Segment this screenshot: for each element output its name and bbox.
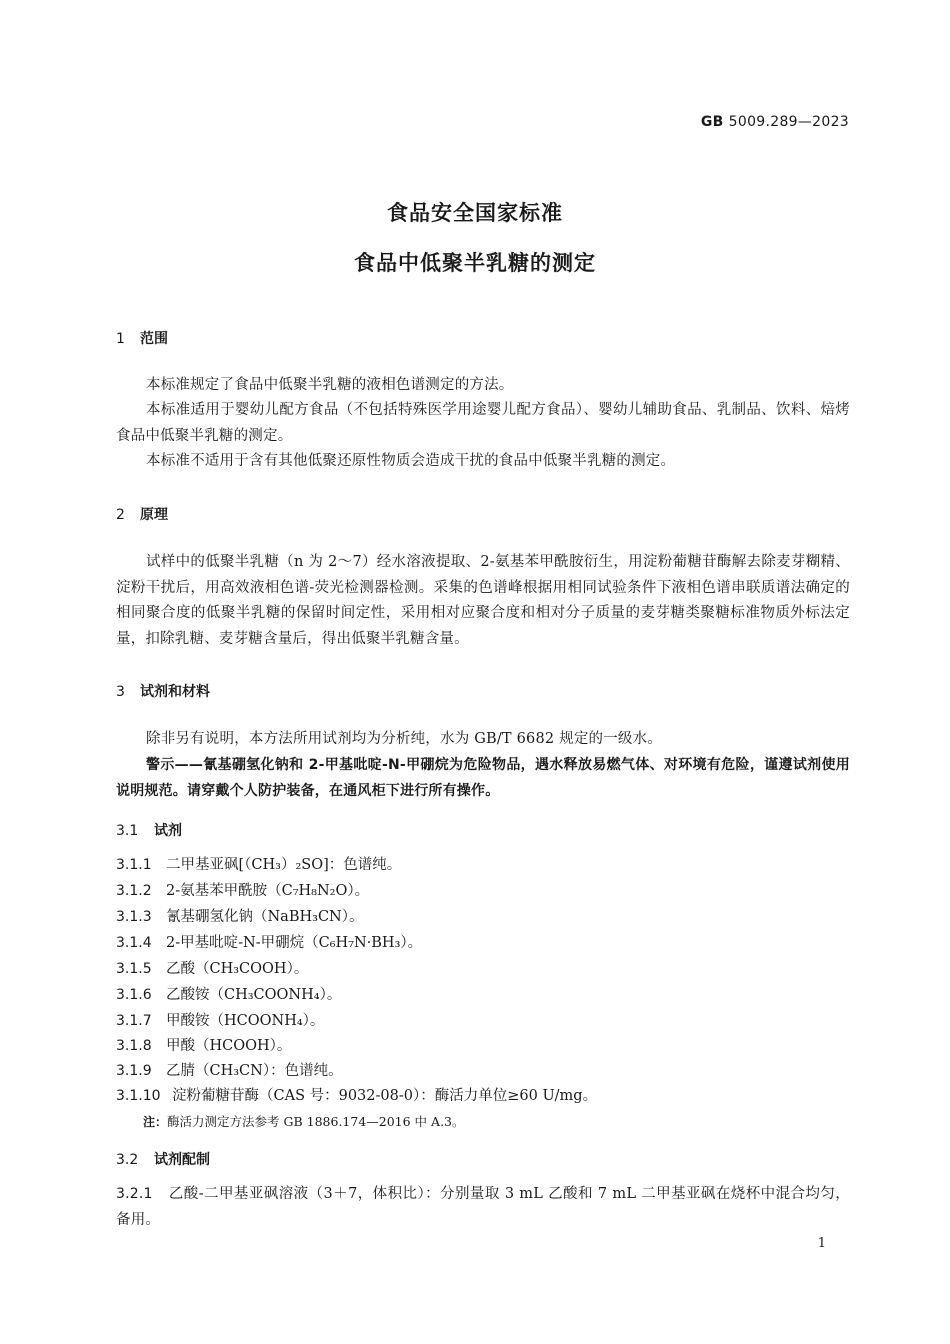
item-text: 甲酸铵（HCOONH₄）。 xyxy=(166,1013,325,1029)
note-label: 注： xyxy=(143,1115,168,1129)
preparation-item xyxy=(116,1182,850,1233)
item-text: 乙酸（CH₃COOH）。 xyxy=(166,961,309,977)
section-heading-scope xyxy=(116,328,168,348)
item-text: 二甲基亚砜[（CH₃）₂SO]：色谱纯。 xyxy=(166,857,402,873)
paragraph: 本标准规定了食品中低聚半乳糖的液相色谱测定的方法。 xyxy=(146,377,514,393)
item-number: 3.1.1 xyxy=(116,857,152,873)
document-title-line2: 食品中低聚半乳糖的测定 xyxy=(354,251,596,275)
item-text: 甲酸（HCOOH）。 xyxy=(166,1038,292,1054)
item-number: 3.2.1 xyxy=(116,1186,153,1202)
item-text: 乙腈（CH₃CN）：色谱纯。 xyxy=(166,1063,343,1079)
reagent-item xyxy=(116,959,308,979)
subsection-number: 3.2 xyxy=(116,1152,139,1168)
section-number: 3 xyxy=(116,684,125,700)
item-number: 3.1.7 xyxy=(116,1013,152,1029)
reagent-item xyxy=(116,1086,597,1106)
subsection-label: 试剂 xyxy=(154,823,182,839)
standard-code xyxy=(701,114,849,130)
document-title-line1: 食品安全国家标准 xyxy=(387,201,563,225)
reagent-item xyxy=(116,933,422,953)
reagent-item xyxy=(116,907,363,927)
item-number: 3.1.3 xyxy=(116,909,152,925)
reagent-item xyxy=(116,855,401,875)
reagent-item xyxy=(116,1061,343,1081)
note xyxy=(143,1112,465,1130)
item-text: 氰基硼氢化钠（NaBH₃CN）。 xyxy=(166,909,364,925)
subsection-heading-reagents xyxy=(116,820,182,840)
paragraph: 除非另有说明，本方法所用试剂均为分析纯，水为 GB/T 6682 规定的一级水。 xyxy=(146,731,663,747)
reagent-item xyxy=(116,881,369,901)
item-text: 淀粉葡糖苷酶（CAS 号：9032-08-0）：酶活力单位≥60 U/mg。 xyxy=(172,1088,598,1104)
standard-number: 5009.289—2023 xyxy=(728,114,849,130)
paragraph: 本标准不适用于含有其他低聚还原性物质会造成干扰的食品中低聚半乳糖的测定。 xyxy=(146,453,676,469)
standard-prefix: GB xyxy=(700,114,724,130)
section-label: 范围 xyxy=(140,331,168,347)
section-label: 试剂和材料 xyxy=(140,684,210,700)
section-label: 原理 xyxy=(140,507,168,523)
section-number: 2 xyxy=(116,507,125,523)
note-text: 酶活力测定方法参考 GB 1886.174—2016 中 A.3。 xyxy=(167,1114,465,1129)
item-text: 2-甲基吡啶-N-甲硼烷（C₆H₇N·BH₃）。 xyxy=(166,935,423,951)
item-number: 3.1.10 xyxy=(116,1088,161,1104)
section-number: 1 xyxy=(116,331,125,347)
item-number: 3.1.2 xyxy=(116,883,152,899)
paragraph: 本标准适用于婴幼儿配方食品（不包括特殊医学用途婴儿配方食品）、婴幼儿辅助食品、乳制品、饮料、焙烤食品中低聚半乳糖的测定。 xyxy=(116,402,850,444)
item-text: 2-氨基苯甲酰胺（C₇H₈N₂O）。 xyxy=(166,883,370,899)
item-text: 乙酸铵（CH₃COONH₄）。 xyxy=(166,987,342,1003)
section-heading-reagents-materials xyxy=(116,681,210,701)
subsection-number: 3.1 xyxy=(116,823,139,839)
reagent-item xyxy=(116,985,341,1005)
item-number: 3.1.9 xyxy=(116,1063,152,1079)
item-number: 3.1.6 xyxy=(116,987,152,1003)
paragraph: 试样中的低聚半乳糖（n 为 2～7）经水溶液提取、2-氨基苯甲酰胺衍生，用淀粉葡糖苷酶解去除麦芽糊精、淀粉干扰后，用高效液相色谱-荧光检测器检测。采集的色谱峰根据用相同试验条件下液相色谱串联质谱法确定的相同聚合度的低聚半乳糖的保留时间定性，采用相对应聚合度和相对分子质量的麦芽糖类聚糖标准物质外标法定量，扣除乳糖、麦芽糖含量后，得出低聚半乳糖含量。 xyxy=(116,554,850,647)
item-number: 3.1.5 xyxy=(116,961,152,977)
safety-warning: 警示——氰基硼氢化钠和 2-甲基吡啶-N-甲硼烷为危险物品，遇水释放易燃气体、对环境有危险，谨遵试剂使用说明规范。请穿戴个人防护装备，在通风柜下进行所有操作。 xyxy=(116,757,850,799)
reagent-item xyxy=(116,1011,324,1031)
item-number: 3.1.8 xyxy=(116,1038,152,1054)
section-heading-principle xyxy=(116,504,168,524)
subsection-heading-reagent-preparation xyxy=(116,1149,210,1169)
item-text: 乙酸-二甲基亚砜溶液（3＋7，体积比）：分别量取 3 mL 乙酸和 7 mL 二甲基亚砜在烧杯中混合均匀，备用。 xyxy=(116,1186,850,1228)
reagent-item xyxy=(116,1036,291,1056)
page-number: 1 xyxy=(817,1236,826,1251)
item-number: 3.1.4 xyxy=(116,935,152,951)
subsection-label: 试剂配制 xyxy=(154,1152,210,1168)
